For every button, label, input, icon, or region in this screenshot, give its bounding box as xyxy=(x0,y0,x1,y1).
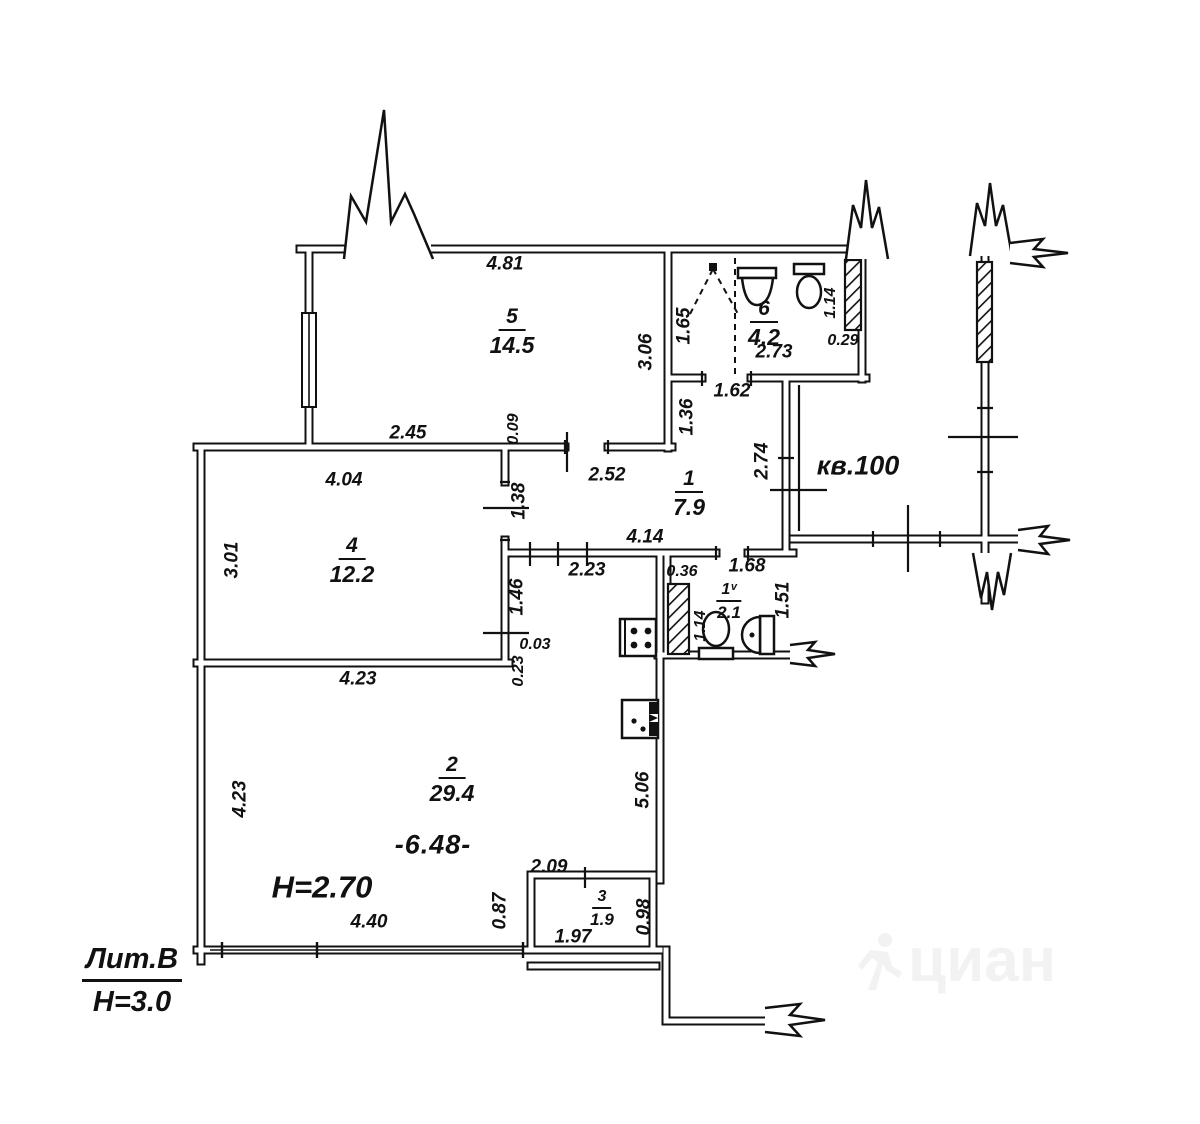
dimension-label: 4.40 xyxy=(350,911,388,933)
room-area: 1.9 xyxy=(590,909,614,929)
room-number: 3 xyxy=(593,889,612,909)
dimension-label: 4.14 xyxy=(626,526,664,548)
dimension-label: 1.38 xyxy=(508,482,530,520)
room-number: 1 xyxy=(675,468,703,493)
room-area: 12.2 xyxy=(329,561,375,588)
dimension-label: 0.29 xyxy=(827,332,859,349)
dimension-label: 2.74 xyxy=(751,442,773,480)
wc-sink-icon xyxy=(742,616,774,654)
room-label xyxy=(748,298,780,350)
bathroom-toilet-icon xyxy=(794,264,824,308)
room-area: 29.4 xyxy=(429,780,475,807)
room-area: 7.9 xyxy=(673,494,705,521)
dimension-label: 1.46 xyxy=(506,578,528,616)
dimension-label: 4.23 xyxy=(229,780,251,818)
dimension-label: 2.23 xyxy=(568,559,606,581)
neighbor-apartment-label: кв.100 xyxy=(816,450,900,481)
watermark-person-icon xyxy=(858,932,902,990)
room-number: 2 xyxy=(438,754,466,779)
dimension-label: 0.98 xyxy=(633,898,655,936)
room-number: 1ᵛ xyxy=(716,582,741,602)
dimension-label: 0.03 xyxy=(519,636,551,653)
dimension-label: 1.14 xyxy=(692,610,709,642)
dimension-label: 2.45 xyxy=(389,422,427,444)
dimension-label: 2.52 xyxy=(588,464,626,486)
room-area: 2.1 xyxy=(717,602,741,622)
room-label xyxy=(590,889,614,929)
ceiling-height-label: H=2.70 xyxy=(271,869,373,905)
dimension-label: 3.01 xyxy=(221,541,243,579)
dimension-label: 1.14 xyxy=(822,287,839,319)
dimension-label: 4.23 xyxy=(339,668,377,690)
room-area: 14.5 xyxy=(489,332,535,359)
room-label xyxy=(490,306,535,358)
dimension-label: 1.65 xyxy=(673,307,695,345)
window-symbols xyxy=(210,313,523,958)
dimension-label: 1.36 xyxy=(676,398,698,436)
building-height-label: Н=3.0 xyxy=(92,986,172,1019)
stove-icon xyxy=(620,619,656,656)
watermark xyxy=(858,926,1057,995)
dimension-label: 1.51 xyxy=(772,581,794,619)
door-swing-dashed xyxy=(690,258,738,375)
overall-width-label: -6.48- xyxy=(394,829,472,860)
liter-block xyxy=(72,941,192,1021)
dimension-label: 0.23 xyxy=(510,655,527,687)
watermark-text: циан xyxy=(908,926,1057,995)
room-number: 5 xyxy=(498,306,526,331)
room-label xyxy=(430,754,475,806)
dimension-label: 4.04 xyxy=(325,469,363,491)
dimension-label: 1.68 xyxy=(728,555,766,577)
room-label xyxy=(673,468,705,520)
dimension-label: 2.09 xyxy=(530,856,568,878)
dimension-label: 3.06 xyxy=(635,333,657,371)
dimension-label: 5.06 xyxy=(632,771,654,809)
dimension-label: 1.97 xyxy=(554,926,592,948)
kitchen-sink-icon xyxy=(622,700,658,738)
room-number: 6 xyxy=(750,298,778,323)
dimension-label: 0.09 xyxy=(505,413,522,445)
dimension-label: 2.73 xyxy=(755,341,793,363)
dimension-label: 0.36 xyxy=(666,563,698,580)
room-label xyxy=(716,582,741,622)
room-area: 4.2 xyxy=(748,324,780,351)
dimension-label: 1.62 xyxy=(713,380,751,402)
liter-label: Лит.В xyxy=(82,941,182,982)
door-pivot-dot xyxy=(709,263,717,271)
dimension-label: 4.81 xyxy=(486,253,524,275)
room-label xyxy=(330,535,375,587)
dimension-label: 0.87 xyxy=(489,892,511,930)
room-number: 4 xyxy=(338,535,366,560)
